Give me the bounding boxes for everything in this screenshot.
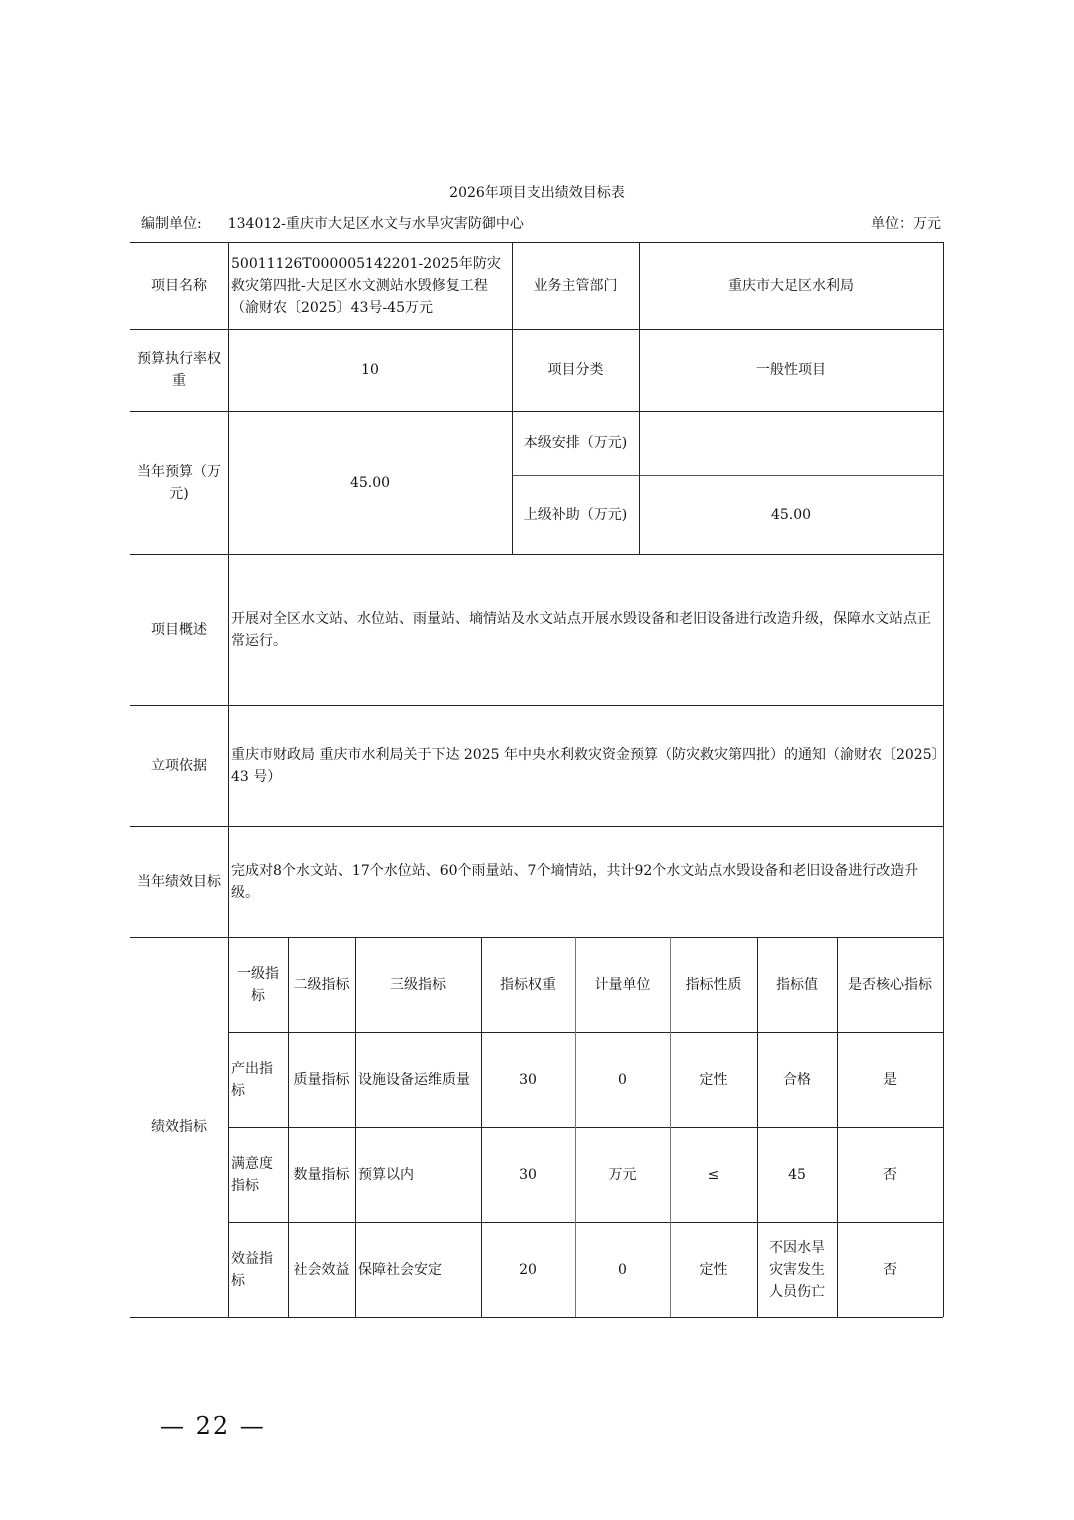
project-name-value: 50011126T000005142201-2025年防灾救灾第四批-大足区水文测站水毁修复工程（渝财农〔2025〕43号-45万元: [231, 255, 501, 316]
row-nature: ≤: [707, 1166, 720, 1183]
row-unit: 0: [618, 1261, 627, 1278]
row-weight: 20: [519, 1261, 537, 1278]
row-nature: 定性: [699, 1261, 728, 1278]
row-level2: 数量指标: [293, 1166, 350, 1183]
row-value: 45: [788, 1166, 806, 1183]
dept-label: 业务主管部门: [533, 277, 618, 294]
org-value: 134012-重庆市大足区水文与水旱灾害防御中心: [227, 216, 524, 232]
superior-label: 上级补助（万元): [523, 506, 628, 523]
budget-label: 当年预算（万元): [137, 463, 221, 502]
row-nature: 定性: [699, 1071, 728, 1088]
row-core: 是: [883, 1071, 897, 1088]
row-unit: 万元: [608, 1166, 637, 1183]
header-weight: 指标权重: [500, 976, 556, 993]
local-label: 本级安排（万元): [523, 435, 628, 451]
document-title: 2026年项目支出绩效目标表: [449, 185, 625, 201]
header-level1: 一级指标: [237, 965, 279, 1004]
row-core: 否: [883, 1261, 897, 1278]
row-level1: 产出指标: [231, 1060, 273, 1099]
category-value: 一般性项目: [756, 362, 826, 378]
row-value: 合格: [783, 1071, 811, 1088]
rule: [943, 242, 944, 1317]
rule: [943, 826, 944, 937]
category-label: 项目分类: [547, 362, 604, 378]
dept-value: 重庆市大足区水利局: [728, 277, 854, 294]
local-value: [639, 411, 943, 475]
header-level2: 二级指标: [293, 976, 350, 993]
row-level3: 预算以内: [358, 1166, 414, 1183]
page-number: — 22 —: [160, 1412, 266, 1440]
project-name-label: 项目名称: [151, 277, 207, 294]
indicators-section-label: 绩效指标: [151, 1119, 207, 1135]
row-level3: 设施设备运维质量: [358, 1071, 470, 1088]
currency-unit: 单位：万元: [871, 216, 941, 232]
row-weight: 30: [519, 1166, 537, 1183]
overview-value: 开展对全区水文站、水位站、雨量站、墒情站及水文站点开展水毁设备和老旧设备进行改造升级，保障水文站点正常运行。: [231, 610, 931, 649]
goal-value: 完成对8个水文站、17个水位站、60个雨量站、7个墒情站，共计92个水文站点水毁设备和老旧设备进行改造升级。: [231, 862, 919, 901]
header-value: 指标值: [776, 976, 818, 993]
weight-value: 10: [361, 362, 379, 378]
overview-label: 项目概述: [151, 621, 207, 638]
header-nature: 指标性质: [685, 976, 742, 993]
header-core: 是否核心指标: [848, 976, 932, 993]
budget-value: 45.00: [349, 474, 391, 491]
goal-label: 当年绩效目标: [137, 873, 221, 890]
header-unit: 计量单位: [594, 976, 651, 993]
row-weight: 30: [519, 1071, 537, 1088]
basis-label: 立项依据: [151, 757, 207, 774]
row-level2: 质量指标: [293, 1071, 350, 1088]
row-core: 否: [883, 1166, 897, 1183]
org-label: 编制单位:: [141, 216, 202, 232]
basis-value: 重庆市财政局 重庆市水利局关于下达 2025 年中央水利救灾资金预算（防灾救灾第四批）的通知（渝财农〔2025〕43 号）: [231, 746, 939, 785]
row-level1: 效益指标: [231, 1250, 273, 1289]
rule: [130, 1317, 943, 1318]
row-value: 不因水旱灾害发生人员伤亡: [769, 1239, 825, 1300]
header-level3: 三级指标: [390, 976, 446, 993]
row-level2: 社会效益: [293, 1261, 350, 1278]
org-line: [141, 213, 524, 233]
row-unit: 0: [618, 1071, 627, 1088]
superior-value: 45.00: [770, 506, 812, 523]
row-level1: 满意度指标: [231, 1155, 273, 1194]
row-level3: 保障社会安定: [358, 1261, 442, 1278]
weight-label: 预算执行率权重: [137, 351, 221, 389]
